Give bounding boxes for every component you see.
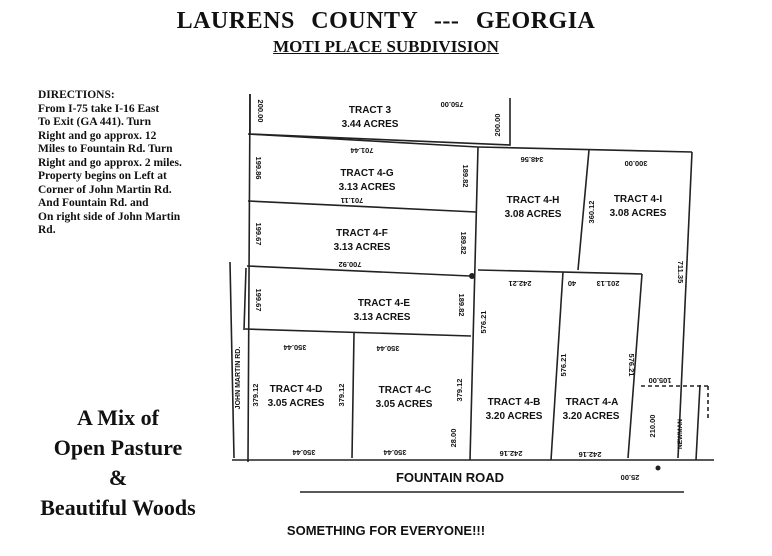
directions-line: To Exit (GA 441). Turn	[38, 116, 152, 128]
corner-marker	[469, 273, 475, 279]
dim-label: 189.82	[457, 293, 466, 317]
tract-4h-name: TRACT 4-H	[506, 195, 560, 206]
tract-3-name: TRACT 3	[348, 105, 392, 116]
tagline: SOMETHING FOR EVERYONE!!!	[286, 523, 486, 538]
dim-label: 576.21	[479, 310, 488, 334]
directions-line: Right and go approx. 12	[38, 129, 157, 142]
dim-label: 700.92	[338, 260, 362, 269]
dim-label: 576.21	[559, 353, 568, 377]
dim-label: 701.44	[350, 146, 374, 155]
directions-line: Miles to Fountain Rd. Turn	[38, 143, 173, 155]
dim-label: 200.00	[256, 99, 265, 123]
dim-label: 199.67	[254, 288, 263, 312]
tract-4b-name: TRACT 4-B	[487, 397, 541, 408]
tract-4g-acres: 3.13 ACRES	[338, 182, 396, 193]
tract-3-acres: 3.44 ACRES	[341, 119, 399, 130]
dim-label: 28.00	[449, 428, 458, 448]
dim-label: 200.00	[493, 113, 502, 137]
promo-line: A Mix of	[77, 405, 159, 430]
directions-line: On right side of John Martin	[38, 210, 181, 223]
tract-4h-acres: 3.08 ACRES	[504, 209, 562, 220]
dim-label: 576.21	[627, 353, 636, 377]
dim-label: 379.12	[251, 383, 260, 407]
dim-label: 350.44	[383, 448, 407, 457]
dim-label: 199.86	[254, 156, 263, 180]
tract-4i-name: TRACT 4-I	[613, 194, 663, 205]
directions-line: Rd.	[38, 224, 56, 236]
tract-4e-name: TRACT 4-E	[357, 298, 411, 309]
tract-4b-acres: 3.20 ACRES	[485, 411, 543, 422]
directions-line: From I-75 take I-16 East	[38, 102, 160, 115]
dim-label: 242.16	[499, 449, 523, 458]
dim-label: 701.11	[340, 196, 364, 205]
dim-label: 25.00	[620, 473, 640, 482]
dim-label: 750.00	[440, 100, 464, 109]
dim-label: 350.44	[283, 343, 307, 352]
dim-label: 199.67	[254, 222, 263, 246]
tract-4e-acres: 3.13 ACRES	[353, 312, 411, 323]
promo-line: &	[108, 465, 128, 490]
newman-road-label: NEWMAN	[677, 419, 684, 449]
dim-label: 360.12	[587, 200, 596, 224]
tract-4a-name: TRACT 4-A	[565, 397, 619, 408]
dim-label: 189.82	[459, 231, 468, 255]
dim-label: 242.16	[578, 450, 602, 459]
dim-label: 348.56	[520, 155, 544, 164]
dim-label: 300.00	[624, 159, 648, 168]
directions-line: Property begins on Left at	[38, 170, 167, 182]
dim-label: 201.13	[596, 279, 620, 288]
dim-label: 350.44	[376, 344, 400, 353]
fountain-road-label: FOUNTAIN ROAD	[395, 470, 505, 485]
dim-label: 379.12	[337, 383, 346, 407]
tract-4d-name: TRACT 4-D	[269, 384, 323, 395]
dim-label: 379.12	[455, 378, 464, 402]
tract-4f-acres: 3.13 ACRES	[333, 242, 391, 253]
tract-boundaries	[230, 94, 714, 492]
directions-line: Right and go approx. 2 miles.	[38, 156, 182, 169]
directions-heading: DIRECTIONS:	[38, 89, 115, 101]
promo-line: Open Pasture	[53, 435, 183, 460]
tract-4c-acres: 3.05 ACRES	[375, 399, 433, 410]
dim-label: 711.35	[676, 260, 685, 284]
john-martin-road-label: JOHN MARTIN RD.	[235, 346, 242, 410]
page-title: LAURENS COUNTY --- GEORGIA	[176, 8, 596, 34]
tract-4f-name: TRACT 4-F	[336, 228, 388, 239]
dim-label: 350.44	[292, 448, 316, 457]
directions-line: Corner of John Martin Rd.	[38, 183, 172, 196]
tract-4i-acres: 3.08 ACRES	[609, 208, 667, 219]
promo-line: Beautiful Woods	[40, 495, 196, 520]
dim-label: 40	[567, 279, 577, 288]
corner-marker	[656, 466, 661, 471]
directions-line: And Fountain Rd. and	[38, 197, 149, 209]
tract-4g-name: TRACT 4-G	[340, 168, 394, 179]
tract-4d-acres: 3.05 ACRES	[267, 398, 325, 409]
dim-label: 189.82	[461, 164, 470, 188]
tract-4a-acres: 3.20 ACRES	[562, 411, 620, 422]
subdivision-subtitle: MOTI PLACE SUBDIVISION	[273, 37, 499, 56]
tract-4c-name: TRACT 4-C	[378, 385, 432, 396]
dim-label: 105.00	[648, 376, 672, 385]
dim-label: 242.21	[508, 279, 532, 288]
dim-label: 210.00	[648, 414, 657, 438]
